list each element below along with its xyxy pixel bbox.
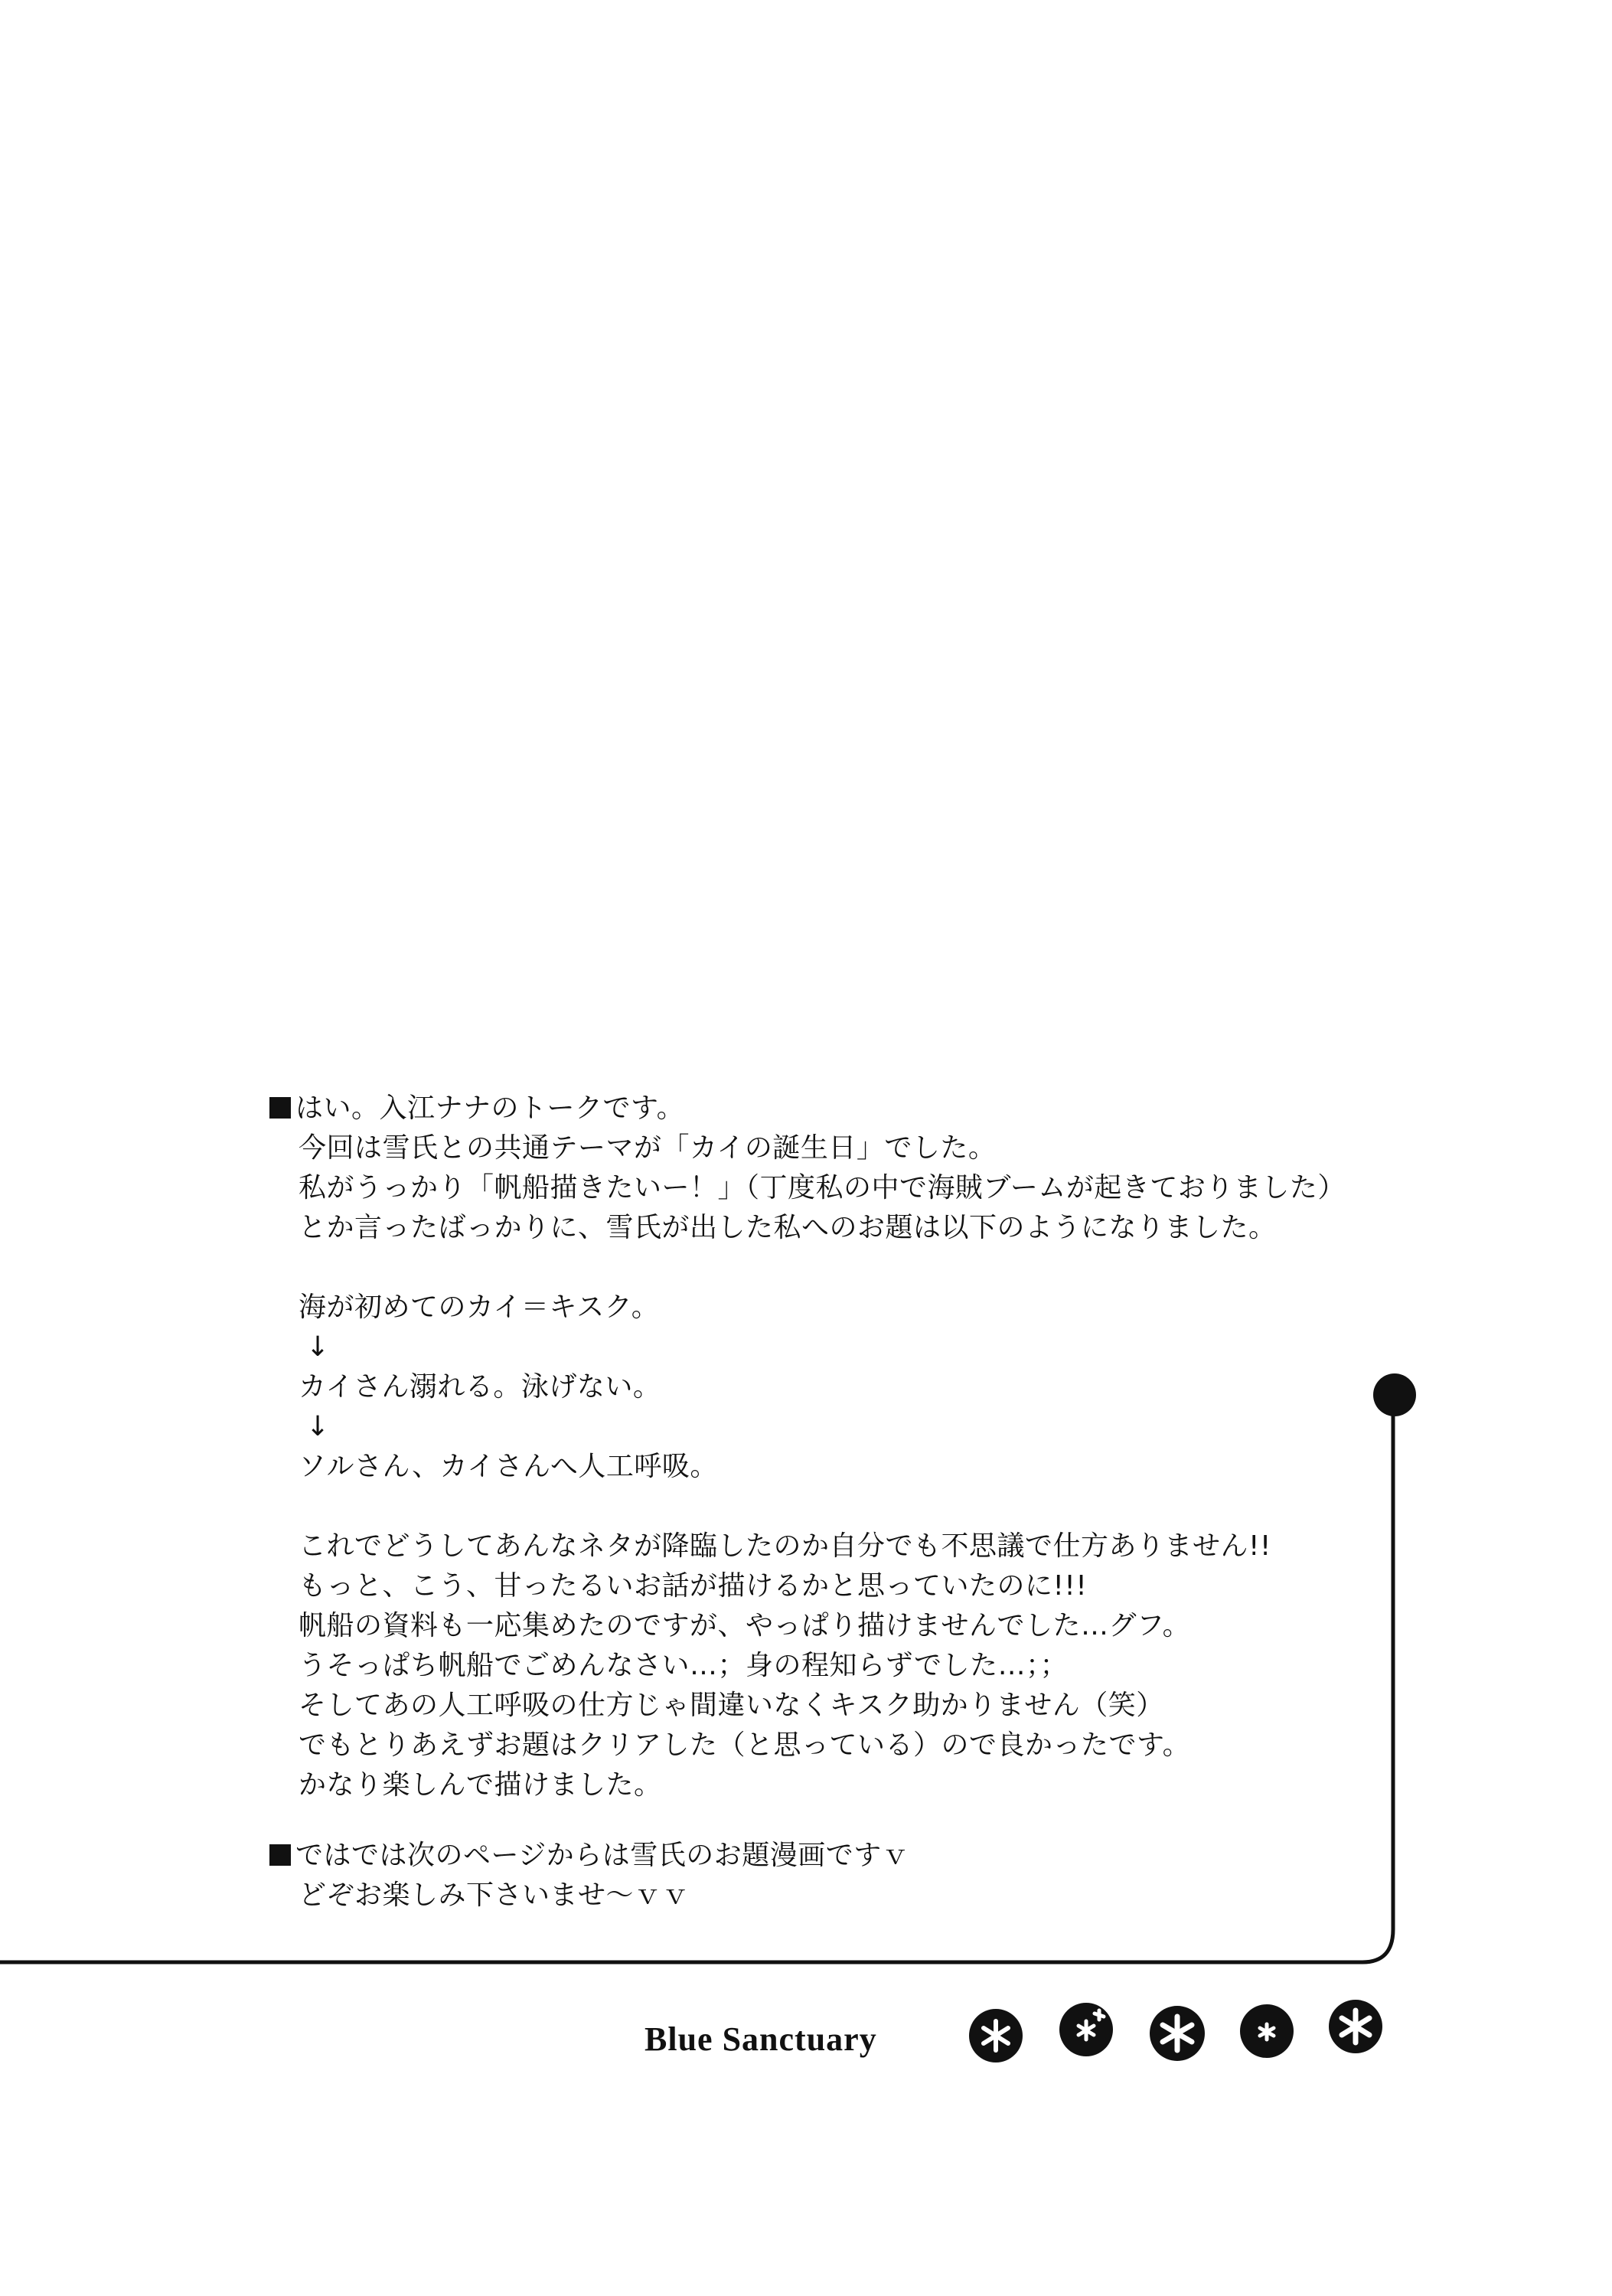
section1-heading: はい。入江ナナのトークです。 bbox=[295, 1092, 685, 1124]
closing-line-3: 帆船の資料も一応集めたのですが、やっぱり描けませんでした…グフ。 bbox=[299, 1610, 1191, 1641]
section2-heading: ではでは次のページからは雪氏のお題漫画ですｖ bbox=[295, 1840, 910, 1871]
asterisk-dot-icon bbox=[1329, 2000, 1382, 2053]
bullet-square-icon bbox=[269, 1844, 291, 1866]
asterisk-dot-icon bbox=[1240, 2004, 1294, 2058]
talk-text bbox=[269, 1089, 1356, 1916]
intro-line-2: 私がうっかり「帆船描きたいー！」（丁度私の中で海賊ブームが起きておりました） bbox=[299, 1172, 1346, 1204]
section1-heading-line bbox=[269, 1089, 1356, 1128]
bullet-square-icon bbox=[269, 1097, 291, 1119]
footer-title: Blue Sanctuary bbox=[644, 2020, 877, 2058]
closing-line-5: そしてあの人工呼吸の仕方じゃ間違いなくキスク助かりません（笑） bbox=[299, 1690, 1164, 1721]
intro-line-1: 今回は雪氏との共通テーマが「カイの誕生日」でした。 bbox=[299, 1132, 997, 1164]
flow-line-2: カイさん溺れる。泳げない。 bbox=[299, 1371, 661, 1403]
closing-line-6: でもとりあえずお題はクリアした（と思っている）ので良かったです。 bbox=[299, 1729, 1191, 1761]
closing-line-1: これでどうしてあんなネタが降臨したのか自分でも不思議で仕方ありません!! bbox=[299, 1530, 1271, 1562]
frame-knob-icon bbox=[1373, 1373, 1416, 1416]
asterisk-dot-icon bbox=[969, 2009, 1023, 2062]
section2-line: どぞお楽しみ下さいませ～ｖｖ bbox=[299, 1880, 690, 1911]
flow-arrow-2: ↓ bbox=[306, 1411, 330, 1442]
section2-heading-line bbox=[269, 1836, 1356, 1876]
asterisk-dot-icon bbox=[1150, 2006, 1205, 2061]
flow-line-3: ソルさん、カイさんへ人工呼吸。 bbox=[299, 1451, 718, 1482]
intro-line-3: とか言ったばっかりに、雪氏が出した私へのお題は以下のようになりました。 bbox=[299, 1212, 1277, 1243]
closing-line-7: かなり楽しんで描けました。 bbox=[299, 1769, 662, 1801]
asterisk-dot-icon bbox=[1059, 2003, 1113, 2056]
closing-line-4: うそっぱち帆船でごめんなさい…；身の程知らずでした…；； bbox=[299, 1650, 1069, 1681]
closing-line-2: もっと、こう、甘ったるいお話が描けるかと思っていたのに!!! bbox=[299, 1570, 1088, 1602]
flow-arrow-1: ↓ bbox=[306, 1331, 330, 1363]
flow-line-1: 海が初めてのカイ＝キスク。 bbox=[299, 1292, 660, 1323]
